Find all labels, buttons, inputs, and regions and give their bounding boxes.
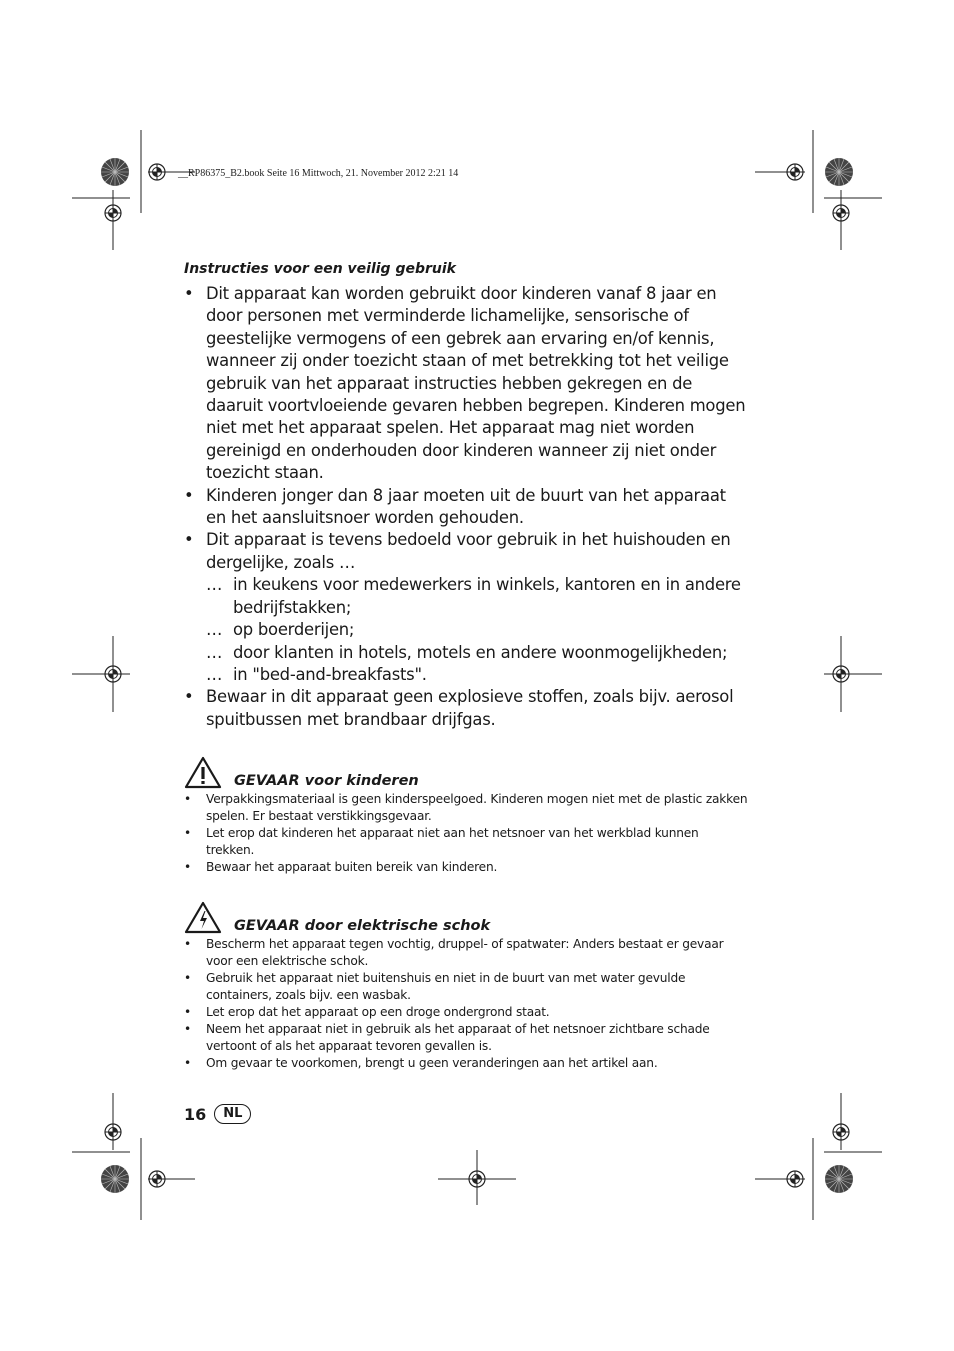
- usage-location-item: [206, 642, 750, 664]
- danger-children-item: [184, 825, 750, 859]
- danger-electric-list: [184, 936, 750, 1072]
- danger-children-text: Verpakkingsmateriaal is geen kinderspeelgoed. Kinderen mogen niet met de plastic zakken spelen. Er bestaat verstikkingsgevaar.: [206, 792, 748, 824]
- bullet: •: [184, 860, 191, 875]
- danger-children-text: Let erop dat kinderen het apparaat niet aan het netsnoer van het werkblad kunnen trekken.: [206, 826, 699, 858]
- safety-item-text: Dit apparaat is tevens bedoeld voor gebruik in het huishouden en dergelijke, zoals …: [206, 530, 731, 572]
- danger-electric-section: [184, 900, 750, 1072]
- bullet: •: [184, 1005, 191, 1020]
- safety-item: [184, 529, 750, 686]
- usage-location-text: door klanten in hotels, motels en andere woonmogelijkheden;: [233, 642, 728, 662]
- danger-electric-item: [184, 1021, 750, 1055]
- usage-location-item: [206, 619, 750, 641]
- ellipsis: …: [206, 575, 223, 595]
- ellipsis: …: [206, 620, 223, 640]
- danger-children-list: [184, 791, 750, 876]
- page-number: 16: [184, 1104, 207, 1124]
- danger-children-title: GEVAAR voor kinderen: [234, 773, 419, 790]
- language-badge: NL: [214, 1104, 251, 1124]
- bullet: •: [184, 1022, 191, 1037]
- danger-electric-item: [184, 1004, 750, 1021]
- danger-electric-item: [184, 1055, 750, 1072]
- danger-electric-title: GEVAAR door elektrische schok: [234, 918, 491, 935]
- page-content: [184, 261, 750, 1072]
- bullet: •: [184, 792, 191, 807]
- danger-electric-item: [184, 936, 750, 970]
- safety-item-text: Bewaar in dit apparaat geen explosieve stoffen, zoals bijv. aerosol spuitbussen met brandbaar drijfgas.: [206, 687, 734, 729]
- safety-section-title: Instructies voor een veilig gebruik: [184, 261, 456, 277]
- danger-children-text: Bewaar het apparaat buiten bereik van kinderen.: [206, 860, 498, 875]
- ellipsis: …: [206, 642, 223, 662]
- bullet: •: [184, 937, 191, 952]
- usage-location-item: [206, 574, 750, 619]
- usage-location-text: op boerderijen;: [233, 620, 355, 640]
- safety-list: [184, 283, 750, 731]
- danger-electric-text: Let erop dat het apparaat op een droge ondergrond staat.: [206, 1005, 550, 1020]
- danger-electric-text: Gebruik het apparaat niet buitenshuis en niet in de buurt van met water gevulde containers, zoals bijv. een wasbak.: [206, 971, 686, 1003]
- bullet: •: [184, 826, 191, 841]
- page-footer: [184, 1104, 251, 1124]
- usage-location-item: [206, 664, 750, 686]
- electric-shock-triangle-icon: [184, 901, 222, 934]
- ellipsis: …: [206, 664, 223, 684]
- bullet: •: [184, 687, 194, 707]
- danger-children-header: [184, 755, 750, 789]
- print-file-info: __RP86375_B2.book Seite 16 Mittwoch, 21. November 2012 2:21 14: [178, 168, 459, 179]
- bullet: •: [184, 284, 194, 303]
- bullet: •: [184, 530, 194, 550]
- bullet: •: [184, 1056, 191, 1071]
- safety-item: [184, 686, 750, 731]
- danger-electric-item: [184, 970, 750, 1004]
- danger-children-section: [184, 755, 750, 876]
- bullet: •: [184, 485, 194, 505]
- safety-item: [184, 485, 750, 530]
- danger-electric-text: Neem het apparaat niet in gebruik als het apparaat of het netsnoer zichtbare schade vertoont of als het apparaat tevoren gevallen is.: [206, 1022, 710, 1054]
- danger-electric-header: [184, 900, 750, 934]
- danger-electric-text: Om gevaar te voorkomen, brengt u geen veranderingen aan het artikel aan.: [206, 1056, 658, 1071]
- warning-triangle-icon: [184, 756, 222, 789]
- usage-location-text: in "bed-and-breakfasts".: [233, 664, 427, 684]
- safety-item-text: Kinderen jonger dan 8 jaar moeten uit de buurt van het apparaat en het aansluitsnoer worden gehouden.: [206, 485, 726, 528]
- danger-children-item: [184, 859, 750, 876]
- usage-location-text: in keukens voor medewerkers in winkels, kantoren en in andere bedrijfstakken;: [233, 575, 741, 617]
- bullet: •: [184, 971, 191, 986]
- safety-item-text: Dit apparaat kan worden gebruikt door kinderen vanaf 8 jaar en door personen met verminderde lichamelijke, sensorische of geestelijke vermogens of een gebrek aan ervaring en/of kennis, wanneer zij onder toezicht staan of met betrekking tot het veilige gebruik van het apparaat instructies hebben gekregen en de daaruit voortvloeiende gevaren hebben begrepen. Kinderen mogen niet met het apparaat spelen. Het apparaat mag niet worden gereinigd en onderhouden door kinderen wanneer zij niet onder toezicht staan.: [206, 284, 746, 483]
- safety-item: [184, 283, 750, 485]
- danger-children-item: [184, 791, 750, 825]
- usage-locations-list: [206, 574, 750, 686]
- danger-electric-text: Bescherm het apparaat tegen vochtig, druppel- of spatwater: Anders bestaat er gevaar voor een elektrische schok.: [206, 937, 724, 969]
